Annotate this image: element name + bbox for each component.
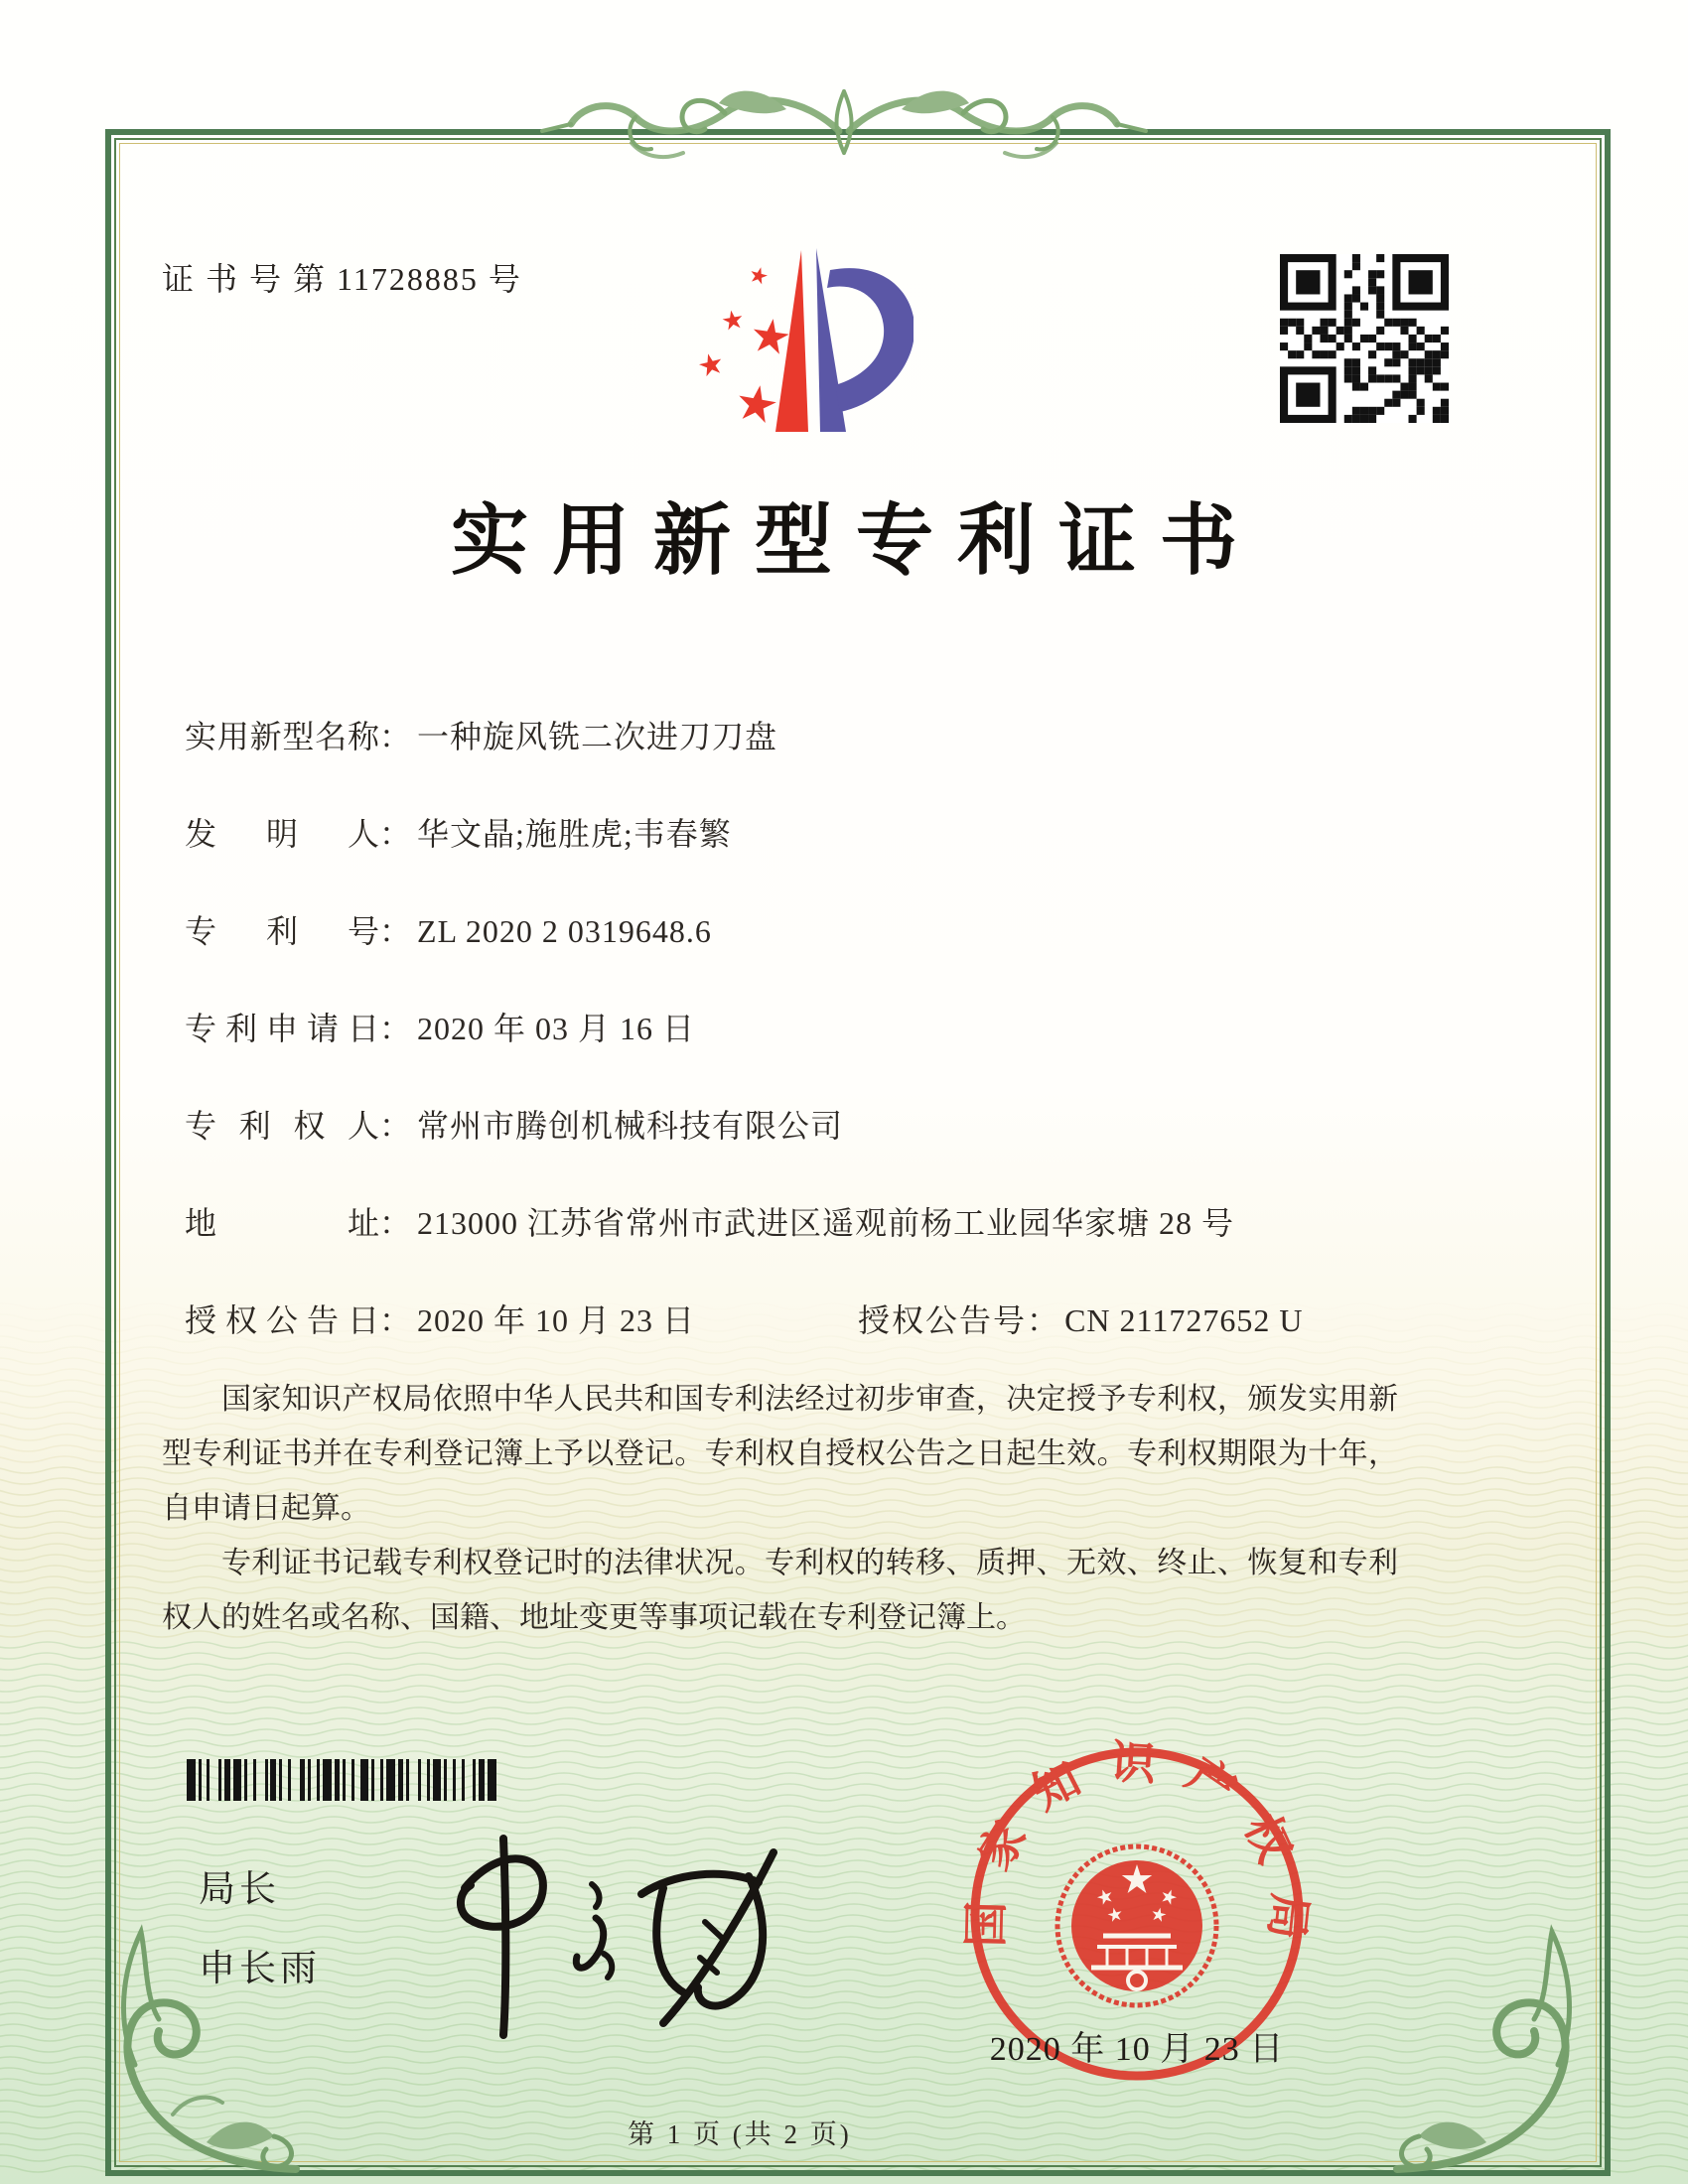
field-label: 授权公告号 — [858, 1302, 1028, 1338]
field-label: 专利号 — [185, 913, 379, 949]
cnipa-logo-icon — [635, 218, 914, 432]
signature-role-label: 局长 — [199, 1868, 280, 1909]
field-utility-model-name: 实用新型名称 ： 一种旋风铣二次进刀刀盘 — [185, 719, 778, 754]
certificate-number: 证 书 号 第 11728885 号 — [162, 261, 522, 297]
field-label: 专利申请日 — [185, 1011, 379, 1046]
field-value: 一种旋风铣二次进刀刀盘 — [417, 719, 778, 754]
field-patent-number: 专利号 ： ZL 2020 2 0319648.6 — [185, 913, 712, 949]
page-indicator: 第 1 页 (共 2 页) — [628, 2119, 852, 2149]
field-value: 213000 江苏省常州市武进区遥观前杨工业园华家塘 28 号 — [417, 1205, 1235, 1241]
field-value: 2020 年 10 月 23 日 — [417, 1302, 696, 1338]
field-patentee: 专利权人 ： 常州市腾创机械科技有限公司 — [185, 1108, 844, 1144]
field-value: CN 211727652 U — [1064, 1302, 1304, 1338]
field-value: 2020 年 03 月 16 日 — [417, 1011, 696, 1046]
legal-body-text — [162, 1372, 1398, 1645]
top-flourish-ornament — [536, 69, 1152, 199]
field-value: 常州市腾创机械科技有限公司 — [417, 1108, 844, 1144]
field-label: 地址 — [185, 1205, 379, 1241]
field-label: 专利权人 — [185, 1108, 379, 1144]
legal-paragraph-1: 国家知识产权局依照中华人民共和国专利法经过初步审查，决定授予专利权，颁发实用新型专利证书并在专利登记簿上予以登记。专利权自授权公告之日起生效。专利权期限为十年，自申请日起算。 — [162, 1383, 1398, 1525]
field-value: 华文晶;施胜虎;韦春繁 — [417, 816, 732, 852]
field-label: 授权公告日 — [185, 1302, 379, 1338]
field-label: 实用新型名称 — [185, 719, 379, 754]
bottom-right-corner-ornament — [1382, 1916, 1606, 2179]
barcode-icon — [187, 1759, 499, 1801]
seal-date: 2020 年 10 月 23 日 — [989, 2031, 1285, 2068]
field-grant-row: 授权公告日 ： 2020 年 10 月 23 日 授权公告号 ： CN 211727652 U — [185, 1302, 1304, 1338]
field-application-date: 专利申请日 ： 2020 年 03 月 16 日 — [185, 1011, 696, 1046]
field-value: ZL 2020 2 0319648.6 — [417, 913, 712, 949]
field-label: 发明人 — [185, 816, 379, 852]
qr-code-icon — [1280, 254, 1449, 423]
seal-org-text: 国家知识产权局 — [960, 1736, 1316, 1969]
field-inventors: 发明人 ： 华文晶;施胜虎;韦春繁 — [185, 816, 732, 852]
certificate-fields — [185, 719, 1505, 1400]
document-title: 实用新型专利证书 — [450, 497, 1261, 584]
field-address: 地址 ： 213000 江苏省常州市武进区遥观前杨工业园华家塘 28 号 — [185, 1205, 1235, 1241]
field-grant-number: 授权公告号 ： CN 211727652 U — [858, 1302, 1304, 1338]
signature-name-label: 申长雨 — [199, 1948, 321, 1988]
legal-paragraph-2: 专利证书记载专利权登记时的法律状况。专利权的转移、质押、无效、终止、恢复和专利权人的姓名或名称、国籍、地址变更等事项记载在专利登记簿上。 — [162, 1547, 1398, 1634]
handwritten-signature-icon — [407, 1827, 804, 2060]
